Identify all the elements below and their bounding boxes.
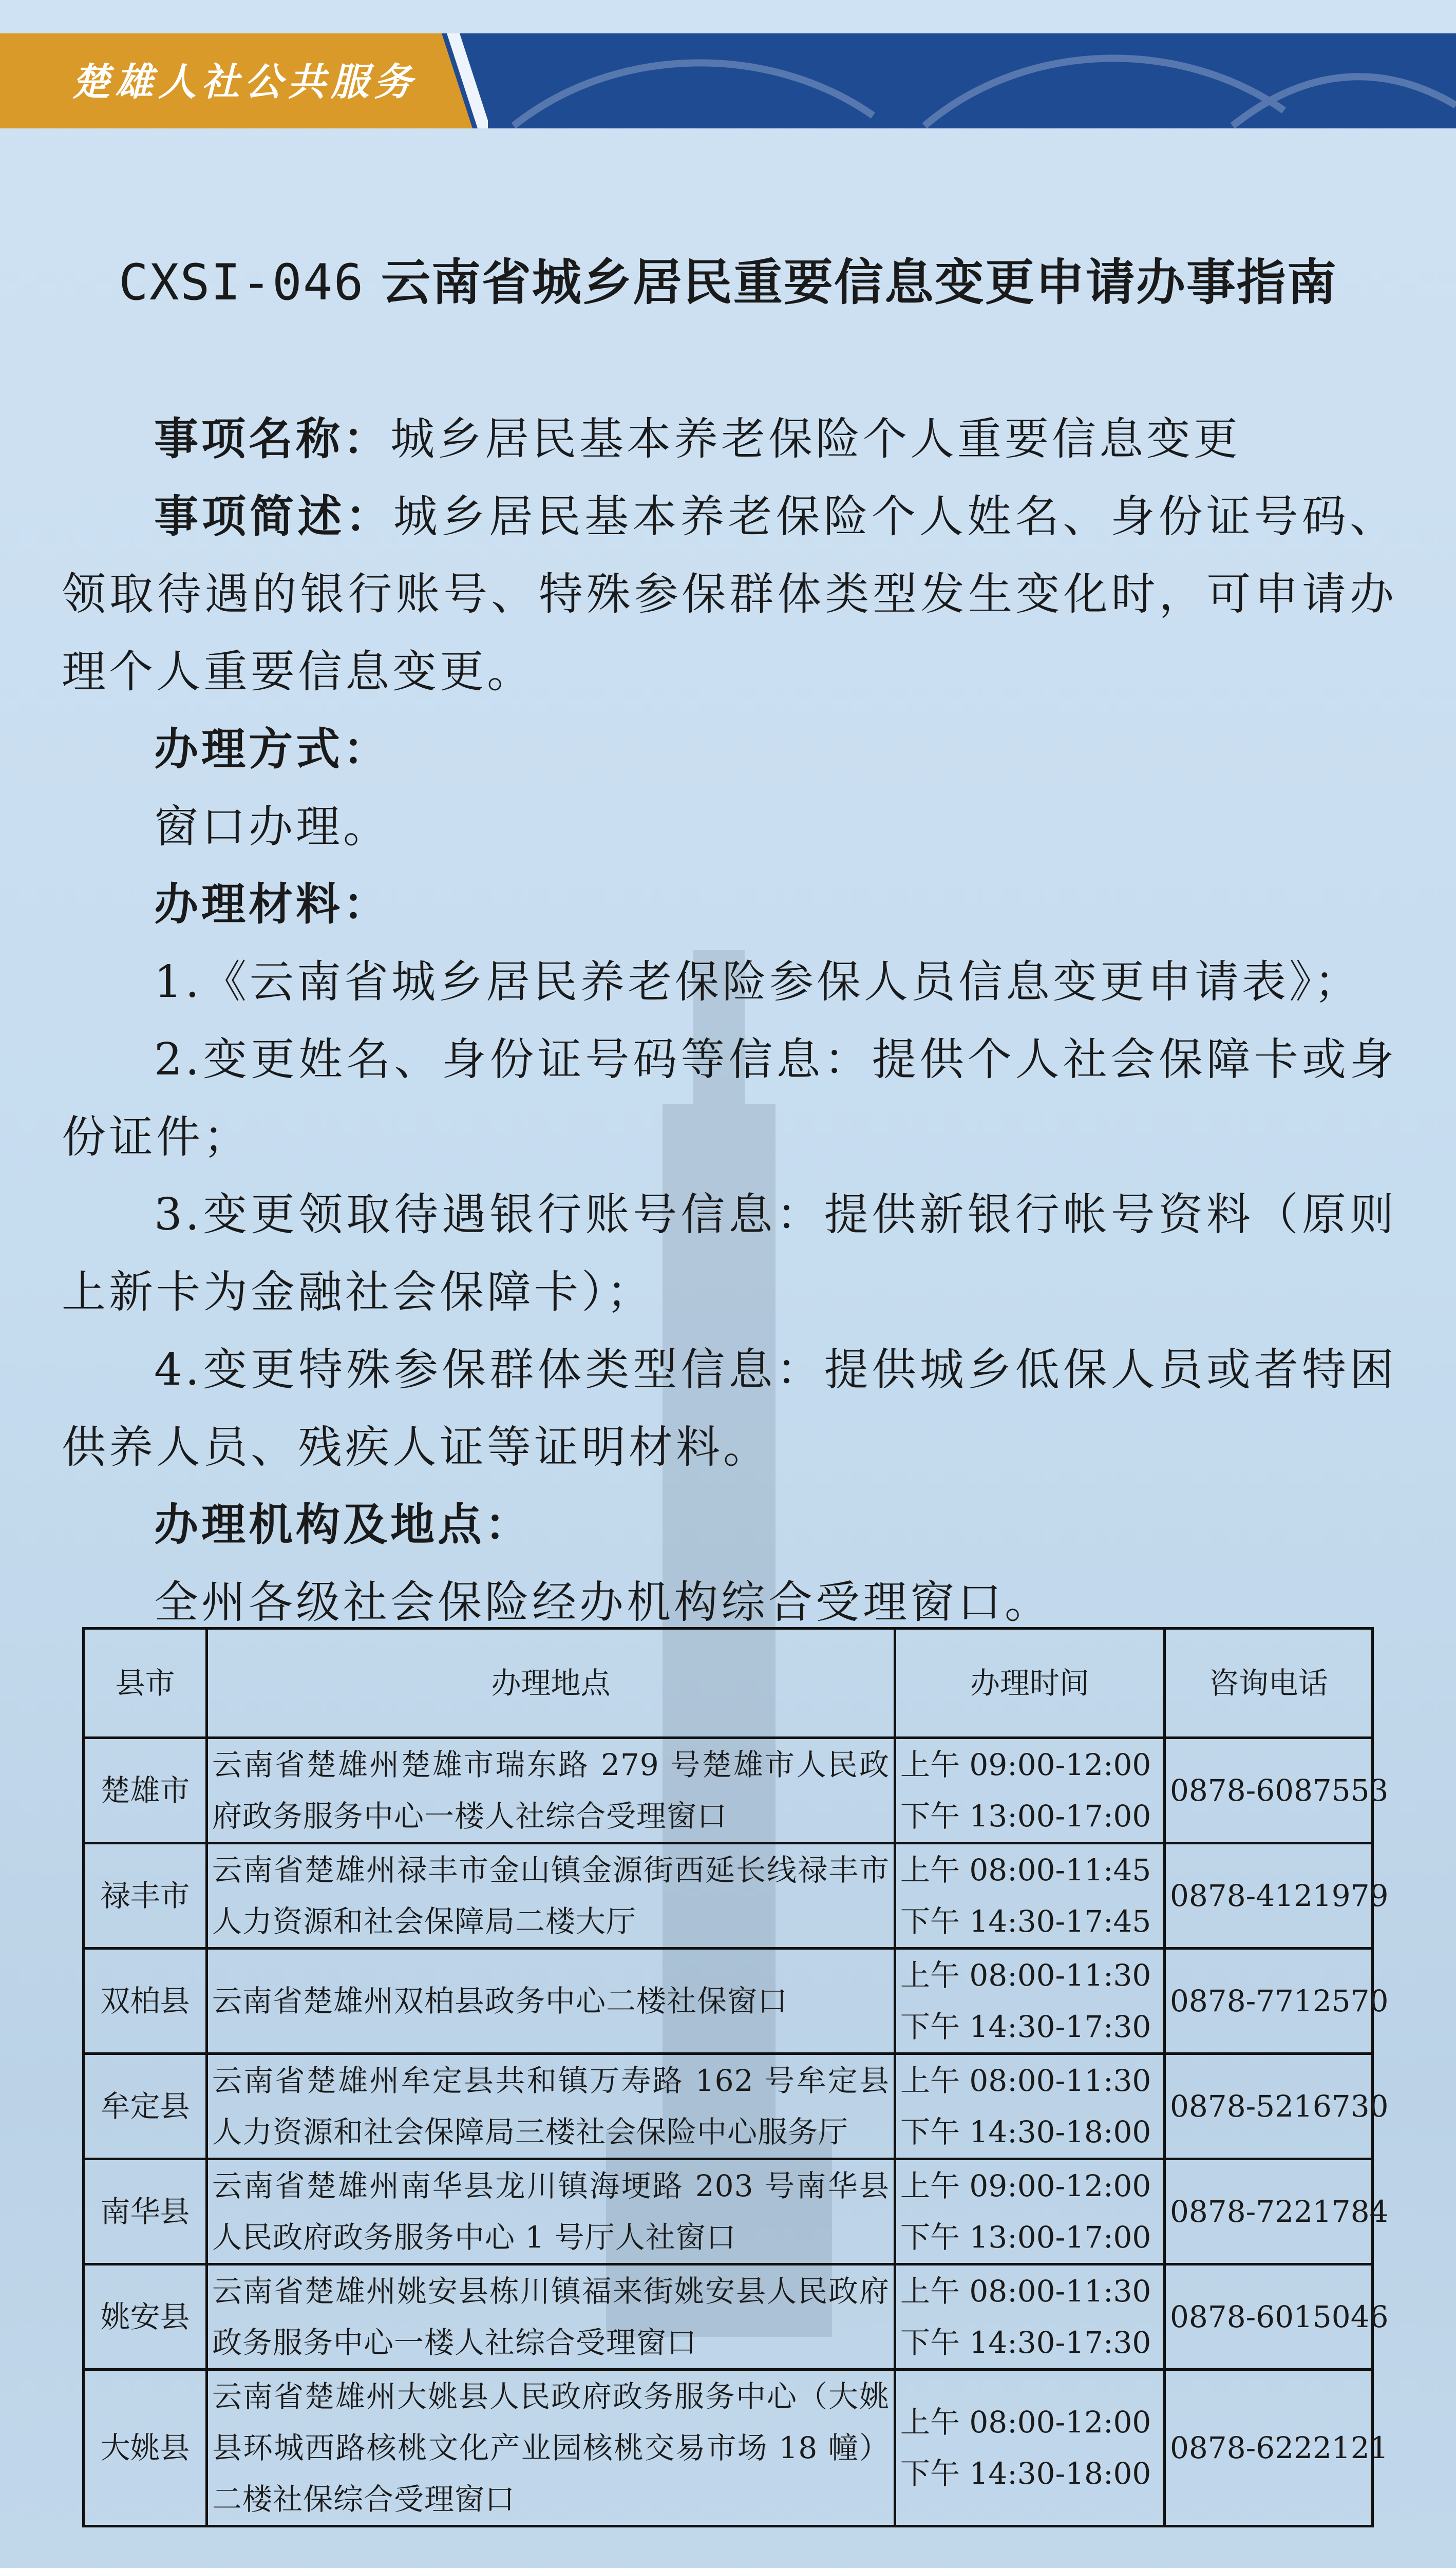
table-row (84, 1843, 1373, 1949)
hours-am: 上午 08:00-11:45 (900, 1853, 1151, 1887)
address-cell: 云南省楚雄州牟定县共和镇万寿路 162 号牟定县人力资源和社会保障局三楼社会保险中心服务厅 (207, 2054, 895, 2159)
phone-cell: 0878-7221784 (1165, 2159, 1373, 2264)
method-heading (62, 711, 1397, 788)
address-cell: 云南省楚雄州大姚县人民政府政务服务中心（大姚县环城西路核桃文化产业园核桃交易市场 18 幢）二楼社保综合受理窗口 (207, 2370, 895, 2526)
address-cell: 云南省楚雄州姚安县栋川镇福来街姚安县人民政府政务服务中心一楼人社综合受理窗口 (207, 2264, 895, 2370)
header-brand: 楚雄人社公共服务 (72, 60, 417, 104)
phone-cell: 0878-6087553 (1165, 1738, 1373, 1843)
location-heading (62, 1486, 1397, 1564)
hours-pm: 下午 14:30-18:00 (900, 2114, 1151, 2149)
county-cell: 双柏县 (84, 1949, 207, 2054)
phone-cell: 0878-7712570 (1165, 1949, 1373, 2054)
address-cell: 云南省楚雄州双柏县政务中心二楼社保窗口 (207, 1949, 895, 2054)
hours-cell (895, 1738, 1165, 1843)
service-location-table (82, 1627, 1389, 2527)
hours-am: 上午 08:00-11:30 (900, 2274, 1151, 2309)
table-row (84, 2264, 1373, 2370)
guide-name: 云南省城乡居民重要信息变更申请办事指南 (381, 254, 1337, 311)
address-cell: 云南省楚雄州楚雄市瑞东路 279 号楚雄市人民政府政务服务中心一楼人社综合受理窗口 (207, 1738, 895, 1843)
county-cell: 禄丰市 (84, 1843, 207, 1949)
header-county: 县市 (84, 1629, 207, 1738)
material-item: 2.变更姓名、身份证号码等信息：提供个人社会保障卡或身份证件； (62, 1034, 1397, 1163)
hours-am: 上午 08:00-12:00 (900, 2405, 1151, 2440)
hours-am: 上午 09:00-12:00 (900, 2168, 1151, 2203)
header-address: 办理地点 (207, 1629, 895, 1738)
phone-cell: 0878-6222121 (1165, 2370, 1373, 2526)
hours-am: 上午 09:00-12:00 (900, 1747, 1151, 1782)
table-header-row (84, 1629, 1373, 1738)
material-item: 1.《云南省城乡居民养老保险参保人员信息变更申请表》； (154, 956, 1362, 1008)
phone-cell: 0878-6015046 (1165, 2264, 1373, 2370)
materials-heading (62, 866, 1397, 943)
method-label: 办理方式： (154, 724, 390, 775)
header-hours: 办理时间 (895, 1629, 1165, 1738)
item-summary (62, 478, 1397, 711)
phone-cell: 0878-5216730 (1165, 2054, 1373, 2159)
table-row (84, 2370, 1373, 2526)
hours-pm: 下午 14:30-17:45 (900, 1904, 1151, 1939)
material-item: 4.变更特殊参保群体类型信息：提供城乡低保人员或者特困供养人员、残疾人证等证明材料。 (62, 1344, 1397, 1473)
table-row (84, 2159, 1373, 2264)
hours-pm: 下午 14:30-17:30 (900, 2009, 1151, 2044)
method-value: 窗口办理。 (154, 801, 390, 853)
county-cell: 牟定县 (84, 2054, 207, 2159)
header-phone: 咨询电话 (1165, 1629, 1373, 1738)
summary-label: 事项简述： (154, 491, 393, 542)
hours-cell (895, 2264, 1165, 2370)
hours-cell (895, 1949, 1165, 2054)
table-row (84, 1738, 1373, 1843)
item-name-label: 事项名称： (154, 413, 390, 465)
phone-cell: 0878-4121979 (1165, 1843, 1373, 1949)
guide-content (62, 401, 1397, 1641)
county-cell: 大姚县 (84, 2370, 207, 2526)
materials-label: 办理材料： (154, 879, 390, 930)
county-cell: 南华县 (84, 2159, 207, 2264)
address-cell: 云南省楚雄州南华县龙川镇海埂路 203 号南华县人民政府政务服务中心 1 号厅人社窗口 (207, 2159, 895, 2264)
hours-am: 上午 08:00-11:30 (900, 1958, 1151, 1993)
summary-value: 城乡居民基本养老保险个人姓名、身份证号码、领取待遇的银行账号、特殊参保群体类型发生变化时，可申请办理个人重要信息变更。 (62, 491, 1397, 697)
hours-cell (895, 1843, 1165, 1949)
guide-code: CXSI-046 (119, 254, 365, 311)
hours-pm: 下午 13:00-17:00 (900, 2220, 1151, 2255)
hours-cell (895, 2370, 1165, 2526)
hours-am: 上午 08:00-11:30 (900, 2063, 1151, 2098)
table-row (84, 2054, 1373, 2159)
hours-cell (895, 2159, 1165, 2264)
hours-pm: 下午 14:30-18:00 (900, 2456, 1151, 2491)
location-value: 全州各级社会保险经办机构综合受理窗口。 (154, 1577, 1052, 1628)
item-name (62, 401, 1397, 478)
page-title (0, 247, 1456, 318)
table-row (84, 1949, 1373, 2054)
item-name-value: 城乡居民基本养老保险个人重要信息变更 (390, 413, 1241, 465)
hours-cell (895, 2054, 1165, 2159)
county-cell: 姚安县 (84, 2264, 207, 2370)
location-label: 办理机构及地点： (154, 1499, 532, 1551)
county-cell: 楚雄市 (84, 1738, 207, 1843)
address-cell: 云南省楚雄州禄丰市金山镇金源街西延长线禄丰市人力资源和社会保障局二楼大厅 (207, 1843, 895, 1949)
material-item: 3.变更领取待遇银行账号信息：提供新银行帐号资料（原则上新卡为金融社会保障卡）； (62, 1189, 1397, 1318)
hours-pm: 下午 13:00-17:00 (900, 1799, 1151, 1834)
hours-pm: 下午 14:30-17:30 (900, 2325, 1151, 2360)
